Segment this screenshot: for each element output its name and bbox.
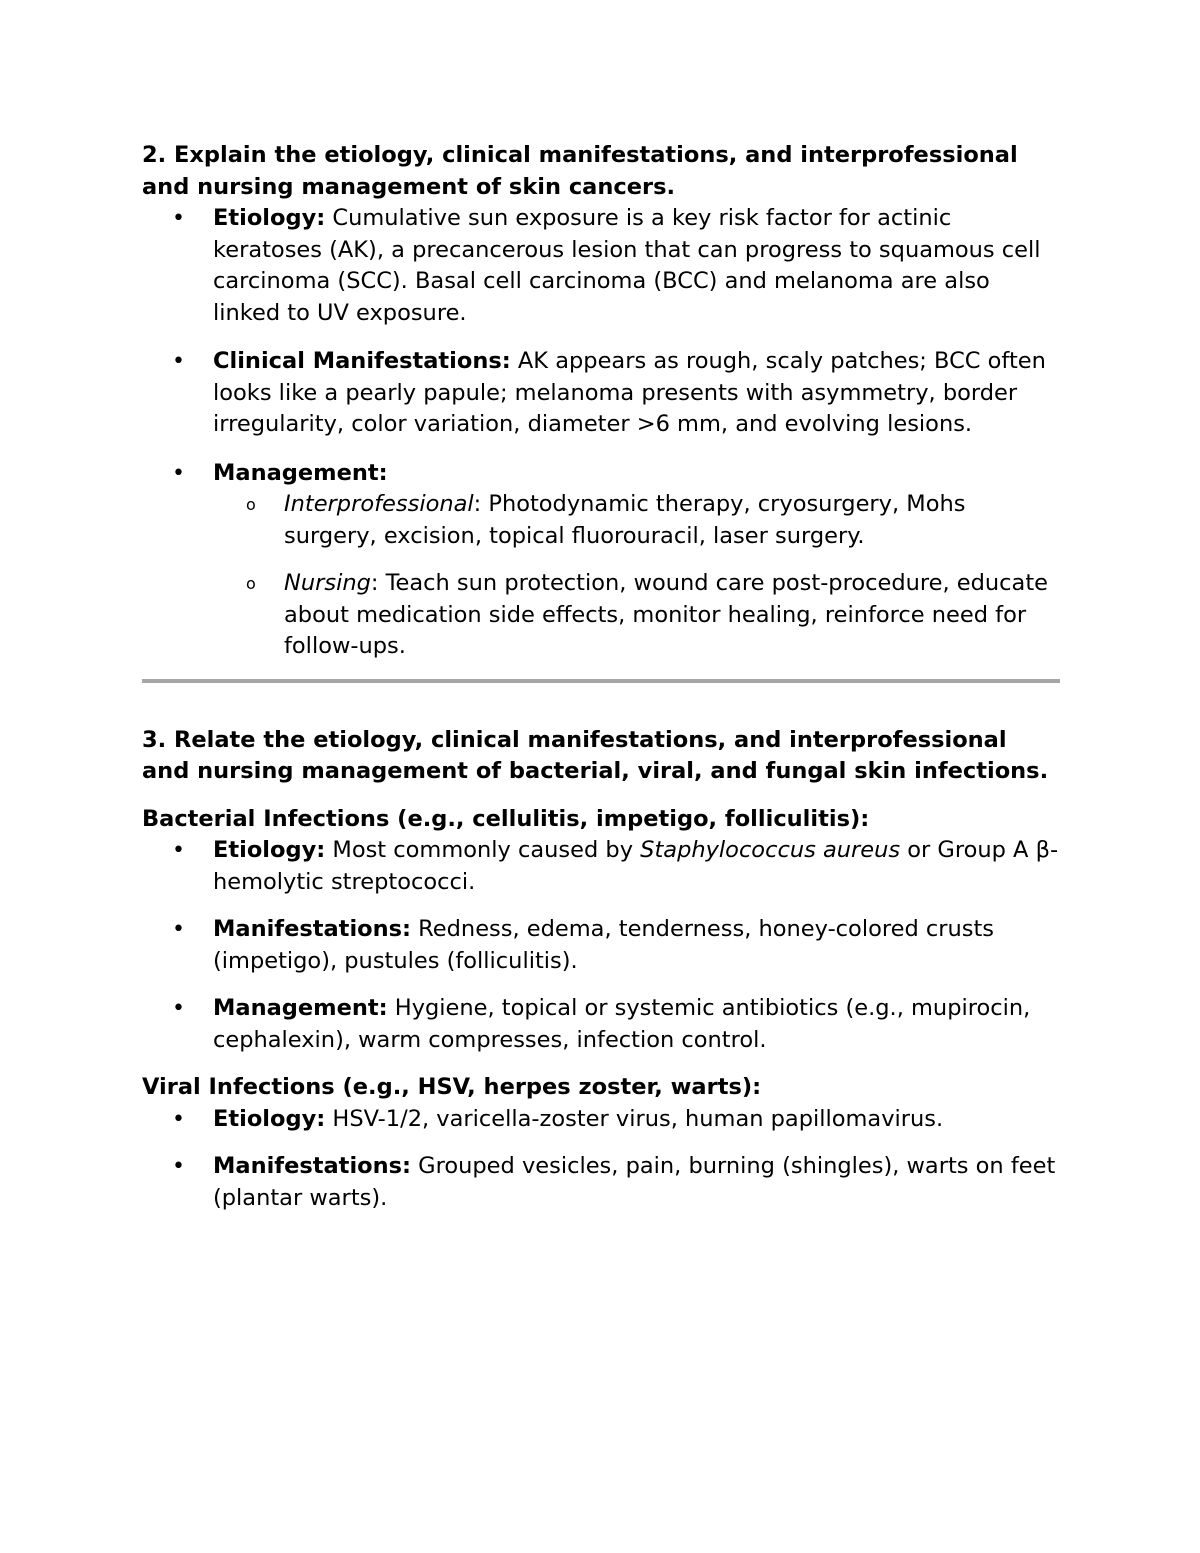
bullet-icon: • — [172, 349, 185, 374]
list-item — [142, 993, 1060, 1056]
sub-item-label: Nursing — [284, 570, 371, 596]
bullet-icon: • — [172, 460, 185, 486]
item-label: Management: — [213, 459, 388, 486]
section-3-title: 3. Relate the etiology, clinical manifestations, and interprofessional and nursing management of bacterial, viral, and fungal skin infections. — [142, 726, 1049, 784]
circle-bullet-icon: o — [246, 574, 256, 593]
document-page — [142, 140, 1060, 1214]
item-text: HSV-1/2, varicella-zoster virus, human papillomavirus. — [325, 1105, 944, 1132]
bullet-icon: • — [172, 1106, 185, 1132]
list-item — [142, 835, 1060, 898]
bullet-icon: • — [172, 206, 185, 231]
item-text: Hygiene, topical or systemic antibiotics (e.g., mupirocin, cephalexin), warm compresses, infection control. — [213, 995, 1031, 1053]
item-label: Manifestations: — [213, 1153, 412, 1179]
bacterial-list — [142, 835, 1060, 1056]
viral-list — [142, 1104, 1060, 1215]
item-text: Redness, edema, tenderness, honey-colored crusts (impetigo), pustules (folliculitis). — [213, 916, 995, 974]
sub-list-item — [142, 489, 1060, 552]
item-label: Manifestations: — [213, 916, 412, 942]
bullet-icon: • — [172, 996, 185, 1021]
organism-name: Staphylococcus aureus — [640, 837, 901, 863]
section-2-list — [142, 203, 1060, 663]
item-label: Etiology: — [213, 205, 326, 231]
circle-bullet-icon: o — [246, 495, 256, 514]
item-label: Clinical Manifestations: — [213, 348, 511, 374]
bullet-icon: • — [172, 838, 185, 863]
list-item — [142, 458, 1060, 663]
bacterial-heading: Bacterial Infections (e.g., cellulitis, impetigo, folliculitis): — [142, 805, 870, 832]
item-label: Etiology: — [213, 837, 326, 863]
item-label: Management: — [213, 995, 388, 1021]
sub-item-text: : Photodynamic therapy, cryosurgery, Mohs surgery, excision, topical fluorouracil, laser surgery. — [284, 491, 966, 549]
management-sub-list — [213, 489, 1060, 663]
item-text: or Group A β-hemolytic streptococci. — [213, 837, 1059, 895]
list-item — [142, 1104, 1060, 1136]
item-text: Most commonly caused by — [325, 837, 641, 863]
viral-heading: Viral Infections (e.g., HSV, herpes zoster, warts): — [142, 1074, 762, 1100]
item-text: Cumulative sun exposure is a key risk factor for actinic keratoses (AK), a precancerous lesion that can progress to squamous cell carcinoma (SCC). Basal cell carcinoma (BCC) and melanoma are also linked to UV exposure. — [213, 205, 1041, 326]
sub-item-text: : Teach sun protection, wound care post-procedure, educate about medication side effects, monitor healing, reinforce need for follow-ups. — [284, 570, 1048, 659]
sub-list-item — [142, 568, 1060, 663]
list-item — [142, 203, 1060, 329]
item-text: Grouped vesicles, pain, burning (shingles), warts on feet (plantar warts). — [213, 1153, 1056, 1211]
sub-item-label: Interprofessional — [284, 491, 474, 517]
item-label: Etiology: — [213, 1105, 326, 1132]
section-2-title: 2. Explain the etiology, clinical manifestations, and interprofessional and nursing management of skin cancers. — [142, 142, 1018, 200]
list-item — [142, 346, 1060, 441]
item-text: AK appears as rough, scaly patches; BCC often looks like a pearly papule; melanoma presents with asymmetry, border irregularity, color variation, diameter >6 mm, and evolving lesions. — [213, 348, 1046, 437]
bullet-icon: • — [172, 1154, 185, 1179]
bullet-icon: • — [172, 917, 185, 942]
list-item — [142, 914, 1060, 977]
list-item — [142, 1151, 1060, 1214]
horizontal-divider — [142, 679, 1060, 683]
